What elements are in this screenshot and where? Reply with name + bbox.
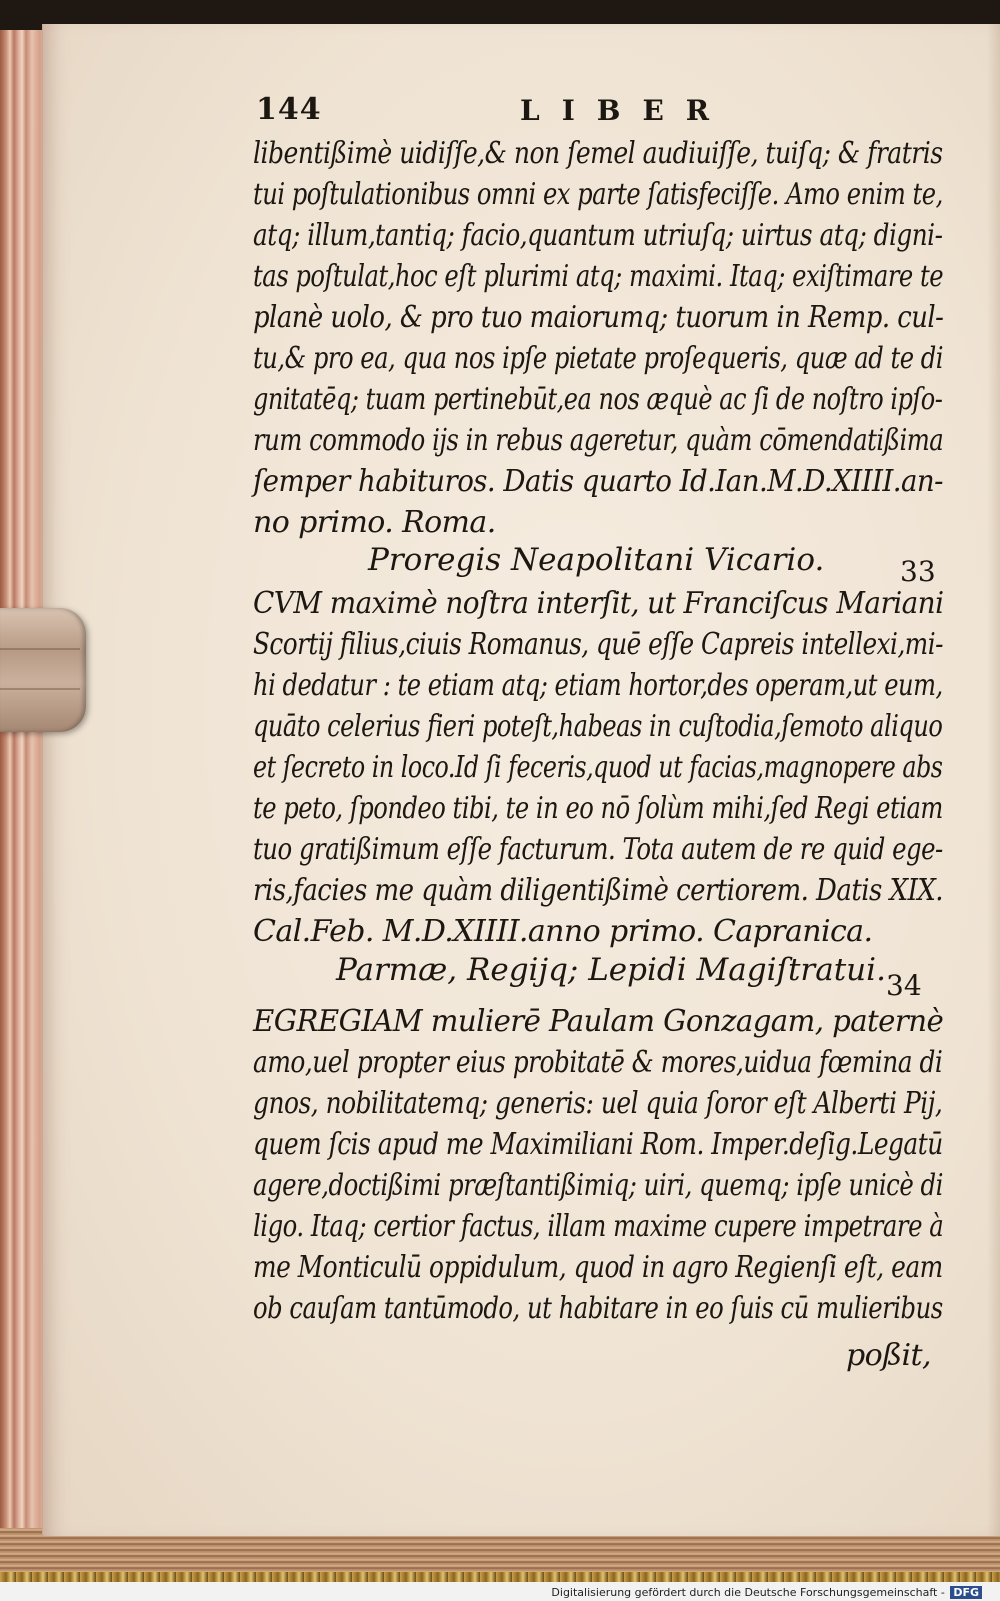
letter-heading: Proregis Neapolitani Vicario. [368, 542, 825, 578]
ribbon-clasp [0, 608, 86, 732]
text-line: CVM maximè noſtra interſit, ut Franciſcus Mariani [253, 586, 944, 621]
text-line: quāto celerius fieri poteſt,habeas in cuſtodia,ſemoto aliquo [253, 709, 943, 744]
letter-number: 34 [886, 969, 922, 1002]
text-line: Cal.Feb. M.D.XIIII.anno primo. Capranica. [253, 914, 873, 949]
page-header [256, 92, 776, 132]
text-line: no primo. Roma. [253, 505, 496, 540]
text-line: Scortij filius,ciuis Romanus, quē eſſe Capreis intellexi,mi- [253, 627, 943, 662]
text-line: ris,facies me quàm diligentißimè certiorem. Datis XIX. [253, 873, 944, 908]
text-line: tu,& pro ea, qua nos ipſe pietate proſequeris, quæ ad te di [253, 341, 944, 376]
text-line: gnitatēq; tuam pertinebūt,ea nos æquè ac ſi de noſtro ipſo- [253, 382, 943, 417]
text-line: ſemper habituros. Datis quarto Id.Ian.M.D.XIIII.an- [253, 464, 943, 499]
text-line: ob cauſam tantūmodo, ut habitare in eo ſuis cū mulieribus [253, 1291, 943, 1326]
text-line: gnos, nobilitatemq; generis: uel quia ſoror eſt Alberti Pij, [253, 1086, 943, 1121]
text-line: EGREGIAM mulierē Paulam Gonzagam, paternè [253, 1004, 944, 1039]
text-line: rum commodo ijs in rebus ageretur, quàm cōmendatißima [253, 423, 944, 458]
footer-bar [0, 1582, 1000, 1601]
text-line: et ſecreto in loco.Id ſi feceris,quod ut facias,magnopere abs [253, 750, 943, 785]
letter-number: 33 [900, 555, 936, 588]
running-head: LIBER [520, 94, 732, 127]
text-line: tuo gratißimum eſſe facturum. Tota autem de re quid ege- [253, 832, 943, 867]
letter-heading: Parmæ, Regijq; Lepidi Magiſtratui. [336, 952, 886, 988]
text-line: atq; illum,tantiq; facio,quantum utriuſq; uirtus atq; digni- [253, 218, 943, 253]
digitization-credit [551, 1586, 982, 1599]
text-line: tas poſtulat,hoc eſt plurimi atq; maximi. Itaq; exiſtimare te [253, 259, 944, 294]
text-line: quem ſcis apud me Maximiliani Rom. Imper.deſig.Legatū [253, 1127, 943, 1162]
text-line: me Monticulū oppidulum, quod in agro Regienſi eſt, eam [253, 1250, 943, 1285]
catchword: poßit, [846, 1338, 931, 1373]
page-number: 144 [256, 92, 322, 127]
text-line: amo,uel propter eius probitatē & mores,uidua fœmina di [253, 1045, 943, 1080]
clasp-line [0, 688, 80, 690]
credit-text: Digitalisierung gefördert durch die Deutsche Forschungsgemeinschaft - [551, 1586, 945, 1599]
dfg-logo: DFG [950, 1586, 982, 1599]
text-line: te peto, ſpondeo tibi, te in eo nō ſolùm mihi,ſed Regi etiam [253, 791, 943, 826]
text-line: planè uolo, & pro tuo maiorumq; tuorum in Remp. cul- [253, 300, 944, 335]
text-line: agere,doctißimi præſtantißimiq; uiri, quemq; ipſe unicè di [253, 1168, 944, 1203]
text-line: ligo. Itaq; certior factus, illam maxime cupere impetrare à [253, 1209, 944, 1244]
gilt-binding [0, 1572, 1000, 1582]
clasp-line [0, 648, 80, 650]
text-line: hi dedatur : te etiam atq; etiam hortor,des operam,ut eum, [253, 668, 943, 703]
text-line: libentißimè uidiſſe,& non ſemel audiuiſſe, tuiſq; & fratris [253, 136, 943, 171]
text-line: tui poſtulationibus omni ex parte ſatisfeciſſe. Amo enim te, [253, 177, 943, 212]
page-shadow [987, 24, 1000, 1536]
